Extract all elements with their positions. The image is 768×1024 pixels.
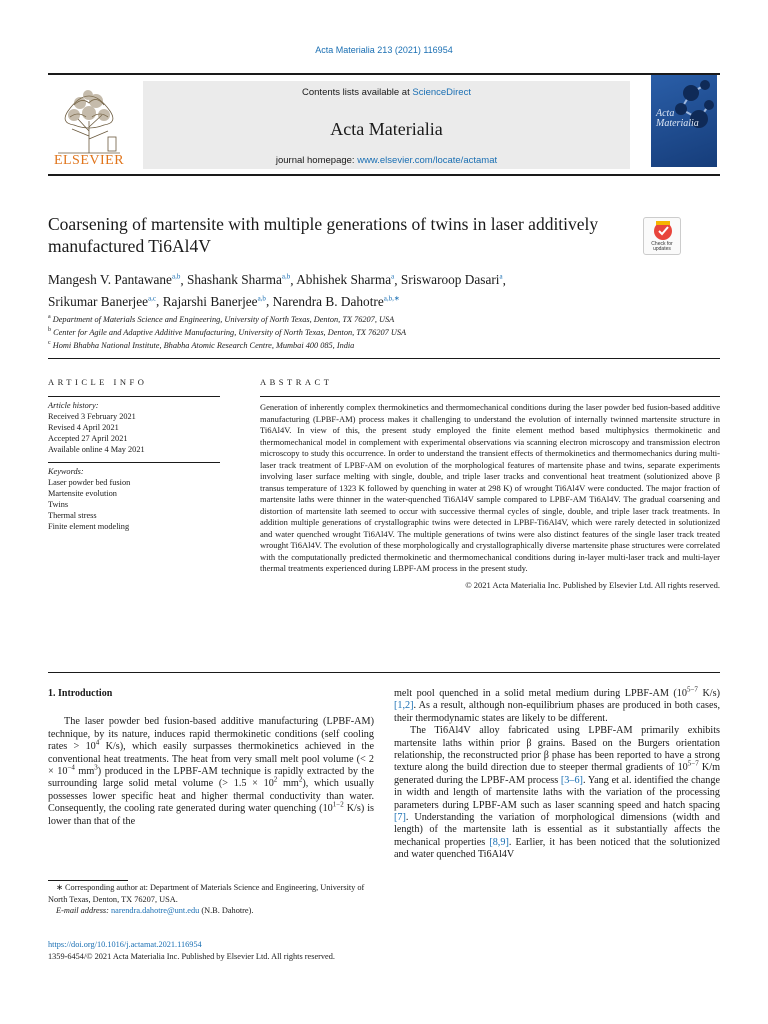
sciencedirect-link[interactable]: ScienceDirect: [412, 87, 471, 98]
article-title: Coarsening of martensite with multiple generations of twins in laser additively manufactured Ti6Al4V: [48, 214, 599, 256]
keyword: Laser powder bed fusion: [48, 478, 131, 487]
reference-link[interactable]: [7]: [394, 812, 406, 824]
section-divider: [48, 358, 720, 359]
section-divider: [48, 672, 720, 673]
keyword: Thermal stress: [48, 511, 97, 520]
journal-header-box: [143, 81, 630, 169]
author[interactable]: Mangesh V. Pantawane$^{a,b}$: [48, 272, 181, 288]
paragraph: The Ti6Al4V alloy fabricated using LPBF-AM primarily exhibits martensite laths within prior β grains. Based on the Burgers orientation relationship, the reconstructed prior β phase has been reported to have a strong texture along the build direction due to steeper thermal gradients of $10^{5-7}$ K/m generated during the LPBF-AM process [3–6]. Yang et al. identified the change in width and length of martensite laths with the variation of the processing parameters during LPBF-AM such as laser scanning speed and hatch spacing [7]. Understanding the variation of morphological dimensions (width and length) of the martensite lath is essential as it substantially affects the mechanical properties [8,9]. Earlier, it has been noticed that the solutionized and water quenched Ti6Al4V: [394, 725, 720, 861]
divider: [48, 462, 220, 463]
paragraph: melt pool quenched in a solid metal medium during LPBF-AM ($10^{5-7}$ K/s) [1,2]. As a result, although non-equilibrium phases are produced in both cases, their thermodynamic states are likely to be different.: [394, 685, 720, 724]
divider: [48, 396, 220, 397]
divider: [260, 396, 720, 397]
issn-line: 1359-6454/© 2021 Acta Materialia Inc. Published by Elsevier Ltd. All rights reserved.: [48, 951, 335, 961]
email-link[interactable]: narendra.dahotre@unt.edu: [111, 906, 200, 915]
author[interactable]: Narendra B. Dahotre$^{a,b,∗}$: [272, 293, 400, 309]
keyword: Martensite evolution: [48, 489, 117, 498]
author[interactable]: Sriswaroop Dasari$^a$: [400, 272, 503, 288]
abstract-text: Generation of inherently complex thermokinetics and thermomechanical conditions during the laser powder bed fusion-based additive manufacturing (LPBF-AM) process makes it challenging to understand the evolution of internally twinned martensite structure in Ti6Al4V. In view of this, the present study employed the finite element method based multiphysics thermokinetic and thermomechanical model in complement with experimental observations via scanning electron microscopy and transmission electron microscopy to study this occurrence. In order to understand the transient effects of thermokinetics and thermomechanics during multi-laser track treatment of LPBF-AM on evolution of the morphological features of martensite phase and twins, separate experiments involving laser surface melting with single, double, and triple laser tracks and conventional heat treatment (solutionized above β transus temperature of 1323 K followed by quenching in water at 298 K) of wrought Ti6Al4V were conducted. The major fraction of martensite laths were thinner in the water-quenched Ti6Al4V sample compared to LPBF-AM Ti6Al4V. The gradual coarsening and distortion of martensite lath seemed to occur with successive thermal cycles of single, double, and triple laser track treatments. In addition multiple generations of crystallographic twins were detected in LPBF-Ti6Al4V, which were rarely detected in solutionized and water quenched wrought Ti6Al4V. The multiple generations of twins were also distinct features of the single laser track treated wrought Ti6Al4V. The evolution of these morphologically and crystallographically diverse martensite phase structures were correlated with the computationally predicted thermokinetic and thermomechanical conditions during in-layer multi-laser track and multi-layer thermal treatments experienced during LBPF-AM process in the present study.: [260, 402, 720, 573]
affiliation: $^b$ Center for Agile and Adaptive Additive Manufacturing, University of North Texas, Denton, TX 76207 USA: [48, 326, 407, 337]
history-item: Received 3 February 2021: [48, 412, 136, 421]
reference-link[interactable]: [1,2]: [394, 700, 414, 712]
check-for-updates-button[interactable]: [643, 217, 681, 255]
footnote-divider: [48, 880, 128, 881]
author[interactable]: Srikumar Banerjee$^{a,c}$: [48, 293, 157, 309]
history-item: Revised 4 April 2021: [48, 423, 119, 432]
doi-block: [48, 939, 448, 962]
journal-cover-thumbnail[interactable]: [651, 75, 717, 167]
footnotes: [48, 882, 374, 917]
abstract: [260, 396, 720, 590]
elsevier-wordmark: ELSEVIER: [53, 153, 125, 168]
cover-title: Acta Materialia: [656, 108, 699, 129]
body-column-left: [48, 688, 374, 828]
journal-citation[interactable]: Acta Materialia 213 (2021) 116954: [315, 45, 453, 55]
history-item: Available online 4 May 2021: [48, 445, 145, 454]
abstract-heading: ABSTRACT: [260, 377, 333, 387]
author[interactable]: Abhishek Sharma$^a$: [296, 272, 395, 288]
history-label: Article history:: [48, 401, 99, 410]
keyword: Finite element modeling: [48, 522, 130, 531]
affiliation: $^c$ Homi Bhabha National Institute, Bhabha Atomic Research Centre, Mumbai 400 085, India: [48, 339, 355, 350]
article-info: [48, 396, 220, 532]
journal-masthead: [48, 73, 720, 176]
affiliations: [48, 312, 720, 350]
tree-icon: [48, 81, 130, 155]
journal-homepage-line: journal homepage: www.elsevier.com/locate/actamat: [275, 155, 498, 166]
journal-homepage-link[interactable]: www.elsevier.com/locate/actamat: [357, 155, 498, 166]
keyword: Twins: [48, 500, 69, 509]
paragraph: The laser powder bed fusion-based additive manufacturing (LPBF-AM) technique, by its nature, induces rapid thermokinetic conditions (self cooling rates > $10^4$ K/s), which easily surpasses thermokinetics achieved in the conventional heat treatments. The heat from very small melt pool volume (< $2 \times 10^{-4}$ $mm^3$) produced in the LPBF-AM technique is rapidly extracted by the surrounding large solid metal volume (> $1.5 \times 10^2$ $mm^2$), which usually possesses lower specific heat and higher thermal conductivity than water. Consequently, the cooling rate generated during water quenching ($10^{1-2}$ K/s) is lower than that of the: [48, 716, 375, 827]
keywords-label: Keywords:: [48, 467, 84, 476]
author-list: Mangesh V. Pantawane$^{a,b}$, Shashank Sharma$^{a,b}$, Abhishek Sharma$^a$, Sriswaroop Dasari$^a$, Srikumar Banerjee$^{a,c}$, Rajarshi Banerjee$^{a,b}$, Narendra B. Dahotre$^{a,b,∗}$: [48, 272, 506, 309]
reference-link[interactable]: [8,9]: [489, 836, 509, 848]
journal-name: Acta Materialia: [330, 119, 443, 139]
email-note: E-mail address: narendra.dahotre@unt.edu (N.B. Dahotre).: [56, 906, 254, 915]
abstract-copyright: © 2021 Acta Materialia Inc. Published by Elsevier Ltd. All rights reserved.: [465, 579, 720, 590]
crossmark-label: Check for updates: [651, 241, 673, 252]
corresponding-author-note: ∗ Corresponding author at: Department of Materials Science and Engineering, University of North Texas, Denton, TX 76207, USA.: [48, 883, 365, 904]
doi-link[interactable]: https://doi.org/10.1016/j.actamat.2021.116954: [48, 940, 202, 949]
history-item: Accepted 27 April 2021: [48, 434, 128, 443]
reference-link[interactable]: [3–6]: [560, 774, 583, 786]
affiliation: $^a$ Department of Materials Science and Engineering, University of North Texas, Denton, TX 76207, USA: [48, 314, 395, 324]
contents-lists-line: Contents lists available at ScienceDirect: [302, 87, 471, 98]
author[interactable]: Shashank Sharma$^{a,b}$: [186, 272, 291, 288]
article-info-heading: ARTICLE INFO: [48, 377, 148, 387]
body-column-right: [394, 685, 720, 862]
author[interactable]: Rajarshi Banerjee$^{a,b}$: [162, 293, 266, 309]
section-heading: 1. Introduction: [48, 688, 113, 699]
